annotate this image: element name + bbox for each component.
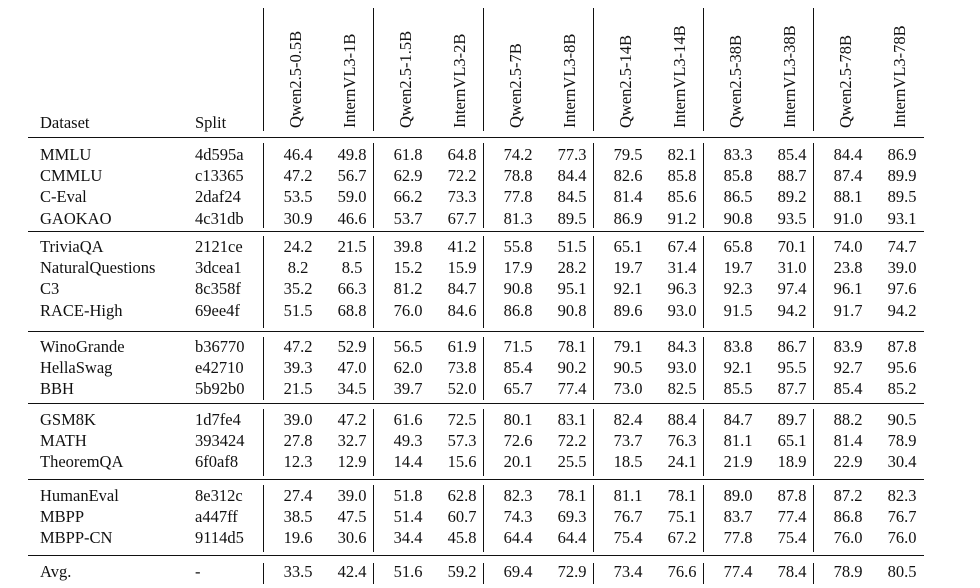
score-cell: 86.9 — [613, 208, 643, 228]
score-cell: 64.4 — [557, 528, 587, 548]
score-cell: 70.1 — [777, 237, 807, 256]
dataset-name: GAOKAO — [40, 208, 112, 228]
dataset-name: Avg. — [40, 562, 72, 581]
score-cell: 84.7 — [723, 410, 753, 429]
score-cell: 51.5 — [557, 237, 587, 256]
dataset-name: MBPP — [40, 507, 85, 527]
score-cell: 72.2 — [557, 431, 587, 451]
score-cell: 81.1 — [613, 486, 643, 505]
column-separator — [373, 8, 374, 131]
score-cell: 72.5 — [447, 410, 477, 429]
score-cell: 83.7 — [723, 507, 753, 527]
score-cell: 83.1 — [557, 410, 587, 429]
score-cell: 86.7 — [777, 337, 807, 356]
score-cell: 77.4 — [777, 507, 807, 527]
score-cell: 72.9 — [557, 562, 587, 581]
header-model-name: Qwen2.5-14B — [616, 34, 635, 128]
score-cell: 67.4 — [667, 237, 697, 256]
score-cell: 66.2 — [393, 187, 423, 207]
score-cell: 12.9 — [337, 452, 367, 472]
score-cell: 73.3 — [447, 187, 477, 207]
score-cell: 90.8 — [503, 279, 533, 299]
score-cell: 62.0 — [393, 358, 423, 378]
score-cell: 85.8 — [723, 166, 753, 186]
score-cell: 74.2 — [503, 145, 533, 164]
score-cell: 31.0 — [777, 258, 807, 278]
score-cell: 75.4 — [613, 528, 643, 548]
header-model-name: InternVL3-78B — [890, 25, 909, 128]
score-cell: 96.3 — [667, 279, 697, 299]
score-cell: 67.7 — [447, 208, 477, 228]
score-cell: 52.0 — [447, 379, 477, 399]
score-cell: 65.8 — [723, 237, 753, 256]
score-cell: 87.7 — [777, 379, 807, 399]
score-cell: 88.7 — [777, 166, 807, 186]
score-cell: 47.2 — [283, 166, 313, 186]
score-cell: 19.6 — [283, 528, 313, 548]
score-cell: 84.5 — [557, 187, 587, 207]
score-cell: 95.1 — [557, 279, 587, 299]
horizontal-rule — [28, 479, 924, 480]
dataset-name: RACE-High — [40, 300, 123, 320]
score-cell: 89.7 — [777, 410, 807, 429]
score-cell: 47.0 — [337, 358, 367, 378]
score-cell: 86.8 — [503, 300, 533, 320]
score-cell: 78.9 — [833, 562, 863, 581]
score-cell: 15.6 — [447, 452, 477, 472]
score-cell: 88.2 — [833, 410, 863, 429]
score-cell: 78.1 — [557, 486, 587, 505]
score-cell: 46.4 — [283, 145, 313, 164]
score-cell: 82.3 — [887, 486, 917, 505]
score-cell: 65.1 — [777, 431, 807, 451]
score-cell: 14.4 — [393, 452, 423, 472]
header-model-name: InternVL3-2B — [450, 33, 469, 128]
score-cell: 8.2 — [287, 258, 309, 278]
score-cell: 51.5 — [283, 300, 313, 320]
score-cell: 77.4 — [557, 379, 587, 399]
score-cell: 92.1 — [613, 279, 643, 299]
score-cell: 83.8 — [723, 337, 753, 356]
column-separator — [263, 8, 264, 131]
score-cell: 45.8 — [447, 528, 477, 548]
score-cell: 27.8 — [283, 431, 313, 451]
score-cell: 30.4 — [887, 452, 917, 472]
score-cell: 97.6 — [887, 279, 917, 299]
split-id: b36770 — [195, 337, 245, 356]
score-cell: 12.3 — [283, 452, 313, 472]
score-cell: 83.3 — [723, 145, 753, 164]
score-cell: 69.4 — [503, 562, 533, 581]
score-cell: 80.1 — [503, 410, 533, 429]
score-cell: 88.1 — [833, 187, 863, 207]
score-cell: 33.5 — [283, 562, 313, 581]
header-model-name: Qwen2.5-7B — [506, 43, 525, 128]
header-model-name: InternVL3-38B — [780, 25, 799, 128]
score-cell: 39.3 — [283, 358, 313, 378]
score-cell: 87.4 — [833, 166, 863, 186]
score-cell: 53.7 — [393, 208, 423, 228]
score-cell: 21.9 — [723, 452, 753, 472]
score-cell: 71.5 — [503, 337, 533, 356]
score-cell: 39.7 — [393, 379, 423, 399]
score-cell: 78.1 — [667, 486, 697, 505]
split-id: 4d595a — [195, 145, 244, 164]
score-cell: 24.1 — [667, 452, 697, 472]
column-separator — [703, 8, 704, 131]
score-cell: 77.8 — [503, 187, 533, 207]
split-id: - — [195, 562, 201, 581]
dataset-name: NaturalQuestions — [40, 258, 156, 278]
header-model-name: InternVL3-14B — [670, 25, 689, 128]
score-cell: 61.6 — [393, 410, 423, 429]
column-separator — [263, 143, 264, 228]
score-cell: 57.3 — [447, 431, 477, 451]
score-cell: 61.9 — [447, 337, 477, 356]
score-cell: 31.4 — [667, 258, 697, 278]
score-cell: 67.2 — [667, 528, 697, 548]
score-cell: 92.7 — [833, 358, 863, 378]
score-cell: 38.5 — [283, 507, 313, 527]
split-id: 8c358f — [195, 279, 241, 299]
score-cell: 73.8 — [447, 358, 477, 378]
score-cell: 51.8 — [393, 486, 423, 505]
score-cell: 89.5 — [887, 187, 917, 207]
score-cell: 82.3 — [503, 486, 533, 505]
score-cell: 59.2 — [447, 562, 477, 581]
split-id: 2121ce — [195, 237, 243, 256]
score-cell: 61.8 — [393, 145, 423, 164]
dataset-name: WinoGrande — [40, 337, 125, 356]
score-cell: 90.8 — [723, 208, 753, 228]
score-cell: 89.0 — [723, 486, 753, 505]
score-cell: 79.5 — [613, 145, 643, 164]
score-cell: 55.8 — [503, 237, 533, 256]
split-id: 5b92b0 — [195, 379, 245, 399]
dataset-name: TriviaQA — [40, 237, 104, 256]
split-id: 69ee4f — [195, 300, 240, 320]
score-cell: 52.9 — [337, 337, 367, 356]
score-cell: 87.8 — [777, 486, 807, 505]
split-id: 6f0af8 — [195, 452, 239, 472]
score-cell: 85.4 — [833, 379, 863, 399]
score-cell: 78.8 — [503, 166, 533, 186]
score-cell: 81.2 — [393, 279, 423, 299]
split-id: 1d7fe4 — [195, 410, 241, 429]
score-cell: 56.5 — [393, 337, 423, 356]
split-id: e42710 — [195, 358, 244, 378]
score-cell: 30.9 — [283, 208, 313, 228]
score-cell: 34.4 — [393, 528, 423, 548]
score-cell: 85.4 — [777, 145, 807, 164]
split-id: 9114d5 — [195, 528, 244, 548]
score-cell: 84.4 — [557, 166, 587, 186]
score-cell: 75.1 — [667, 507, 697, 527]
score-cell: 76.3 — [667, 431, 697, 451]
score-cell: 95.5 — [777, 358, 807, 378]
score-cell: 81.1 — [723, 431, 753, 451]
score-cell: 88.4 — [667, 410, 697, 429]
score-cell: 17.9 — [503, 258, 533, 278]
score-cell: 49.8 — [337, 145, 367, 164]
score-cell: 35.2 — [283, 279, 313, 299]
column-separator — [263, 236, 264, 328]
score-cell: 66.3 — [337, 279, 367, 299]
score-cell: 84.7 — [447, 279, 477, 299]
score-cell: 62.9 — [393, 166, 423, 186]
score-cell: 96.1 — [833, 279, 863, 299]
header-split-label: Split — [195, 113, 227, 132]
score-cell: 76.7 — [613, 507, 643, 527]
score-cell: 25.5 — [557, 452, 587, 472]
score-cell: 18.9 — [777, 452, 807, 472]
split-id: 393424 — [195, 431, 245, 451]
score-cell: 94.2 — [887, 300, 917, 320]
split-id: 4c31db — [195, 208, 244, 228]
score-cell: 60.7 — [447, 507, 477, 527]
column-separator — [593, 8, 594, 131]
score-cell: 75.4 — [777, 528, 807, 548]
score-cell: 78.1 — [557, 337, 587, 356]
score-cell: 59.0 — [337, 187, 367, 207]
score-cell: 64.8 — [447, 145, 477, 164]
score-cell: 81.3 — [503, 208, 533, 228]
score-cell: 27.4 — [283, 486, 313, 505]
score-cell: 65.1 — [613, 237, 643, 256]
score-cell: 89.9 — [887, 166, 917, 186]
horizontal-rule — [28, 231, 924, 232]
split-id: 3dcea1 — [195, 258, 242, 278]
score-cell: 41.2 — [447, 237, 477, 256]
score-cell: 77.3 — [557, 145, 587, 164]
score-cell: 18.5 — [613, 452, 643, 472]
score-cell: 73.0 — [613, 379, 643, 399]
score-cell: 97.4 — [777, 279, 807, 299]
score-cell: 21.5 — [337, 237, 367, 256]
score-cell: 76.0 — [833, 528, 863, 548]
score-cell: 85.8 — [667, 166, 697, 186]
score-cell: 86.5 — [723, 187, 753, 207]
score-cell: 72.2 — [447, 166, 477, 186]
dataset-name: MMLU — [40, 145, 92, 164]
score-cell: 32.7 — [337, 431, 367, 451]
score-cell: 34.5 — [337, 379, 367, 399]
split-id: a447ff — [195, 507, 238, 527]
score-cell: 64.4 — [503, 528, 533, 548]
score-cell: 24.2 — [283, 237, 313, 256]
score-cell: 28.2 — [557, 258, 587, 278]
score-cell: 39.0 — [337, 486, 367, 505]
score-cell: 86.9 — [887, 145, 917, 164]
header-model-name: InternVL3-8B — [560, 33, 579, 128]
header-dataset-label: Dataset — [40, 113, 90, 132]
score-cell: 68.8 — [337, 300, 367, 320]
horizontal-rule — [28, 403, 924, 404]
header-model-name: Qwen2.5-38B — [726, 34, 745, 128]
score-cell: 20.1 — [503, 452, 533, 472]
header-model-name: Qwen2.5-1.5B — [396, 30, 415, 128]
score-cell: 89.5 — [557, 208, 587, 228]
column-separator — [263, 337, 264, 400]
column-separator — [263, 409, 264, 476]
score-cell: 62.8 — [447, 486, 477, 505]
column-separator — [263, 563, 264, 584]
score-cell: 30.6 — [337, 528, 367, 548]
dataset-name: BBH — [40, 379, 74, 399]
score-cell: 76.0 — [393, 300, 423, 320]
dataset-name: MATH — [40, 431, 87, 451]
score-cell: 90.8 — [557, 300, 587, 320]
score-cell: 85.5 — [723, 379, 753, 399]
score-cell: 87.8 — [887, 337, 917, 356]
score-cell: 80.5 — [887, 562, 917, 581]
header-model-name: InternVL3-1B — [340, 33, 359, 128]
score-cell: 85.6 — [667, 187, 697, 207]
score-cell: 90.2 — [557, 358, 587, 378]
score-cell: 81.4 — [613, 187, 643, 207]
horizontal-rule — [28, 331, 924, 332]
score-cell: 82.6 — [613, 166, 643, 186]
score-cell: 79.1 — [613, 337, 643, 356]
score-cell: 56.7 — [337, 166, 367, 186]
score-cell: 74.0 — [833, 237, 863, 256]
score-cell: 84.3 — [667, 337, 697, 356]
score-cell: 74.3 — [503, 507, 533, 527]
score-cell: 91.0 — [833, 208, 863, 228]
score-cell: 93.1 — [887, 208, 917, 228]
score-cell: 22.9 — [833, 452, 863, 472]
score-cell: 93.0 — [667, 300, 697, 320]
score-cell: 19.7 — [723, 258, 753, 278]
score-cell: 51.6 — [393, 562, 423, 581]
score-cell: 87.2 — [833, 486, 863, 505]
header-model-name: Qwen2.5-78B — [836, 34, 855, 128]
dataset-name: C3 — [40, 279, 60, 299]
score-cell: 51.4 — [393, 507, 423, 527]
dataset-name: GSM8K — [40, 410, 96, 429]
dataset-name: MBPP-CN — [40, 528, 113, 548]
column-separator — [813, 8, 814, 131]
score-cell: 42.4 — [337, 562, 367, 581]
score-cell: 95.6 — [887, 358, 917, 378]
dataset-name: TheoremQA — [40, 452, 124, 472]
score-cell: 82.4 — [613, 410, 643, 429]
score-cell: 86.8 — [833, 507, 863, 527]
split-id: c13365 — [195, 166, 244, 186]
score-cell: 39.8 — [393, 237, 423, 256]
score-cell: 83.9 — [833, 337, 863, 356]
score-cell: 39.0 — [283, 410, 313, 429]
score-cell: 8.5 — [341, 258, 363, 278]
score-cell: 21.5 — [283, 379, 313, 399]
column-separator — [263, 485, 264, 552]
score-cell: 76.0 — [887, 528, 917, 548]
score-cell: 46.6 — [337, 208, 367, 228]
score-cell: 85.2 — [887, 379, 917, 399]
score-cell: 15.9 — [447, 258, 477, 278]
score-cell: 39.0 — [887, 258, 917, 278]
score-cell: 82.1 — [667, 145, 697, 164]
score-cell: 73.4 — [613, 562, 643, 581]
score-cell: 69.3 — [557, 507, 587, 527]
column-separator — [483, 8, 484, 131]
score-cell: 91.2 — [667, 208, 697, 228]
header-model-name: Qwen2.5-0.5B — [286, 30, 305, 128]
horizontal-rule — [28, 555, 924, 556]
score-cell: 85.4 — [503, 358, 533, 378]
score-cell: 91.5 — [723, 300, 753, 320]
score-cell: 91.7 — [833, 300, 863, 320]
dataset-name: HumanEval — [40, 486, 119, 505]
score-cell: 92.1 — [723, 358, 753, 378]
score-cell: 47.2 — [337, 410, 367, 429]
dataset-name: CMMLU — [40, 166, 103, 186]
score-cell: 53.5 — [283, 187, 313, 207]
horizontal-rule — [28, 137, 924, 138]
score-cell: 78.9 — [887, 431, 917, 451]
score-cell: 81.4 — [833, 431, 863, 451]
score-cell: 76.7 — [887, 507, 917, 527]
score-cell: 84.4 — [833, 145, 863, 164]
score-cell: 90.5 — [887, 410, 917, 429]
score-cell: 15.2 — [393, 258, 423, 278]
score-cell: 93.5 — [777, 208, 807, 228]
score-cell: 47.2 — [283, 337, 313, 356]
score-cell: 23.8 — [833, 258, 863, 278]
score-cell: 65.7 — [503, 379, 533, 399]
score-cell: 73.7 — [613, 431, 643, 451]
score-cell: 89.6 — [613, 300, 643, 320]
dataset-name: C-Eval — [40, 187, 87, 207]
dataset-name: HellaSwag — [40, 358, 113, 378]
score-cell: 19.7 — [613, 258, 643, 278]
score-cell: 93.0 — [667, 358, 697, 378]
score-cell: 77.4 — [723, 562, 753, 581]
score-cell: 94.2 — [777, 300, 807, 320]
score-cell: 84.6 — [447, 300, 477, 320]
score-cell: 49.3 — [393, 431, 423, 451]
score-cell: 89.2 — [777, 187, 807, 207]
score-cell: 72.6 — [503, 431, 533, 451]
split-id: 8e312c — [195, 486, 243, 505]
score-cell: 76.6 — [667, 562, 697, 581]
score-cell: 74.7 — [887, 237, 917, 256]
score-cell: 77.8 — [723, 528, 753, 548]
score-cell: 92.3 — [723, 279, 753, 299]
split-id: 2daf24 — [195, 187, 241, 207]
score-cell: 47.5 — [337, 507, 367, 527]
score-cell: 90.5 — [613, 358, 643, 378]
score-cell: 82.5 — [667, 379, 697, 399]
score-cell: 78.4 — [777, 562, 807, 581]
